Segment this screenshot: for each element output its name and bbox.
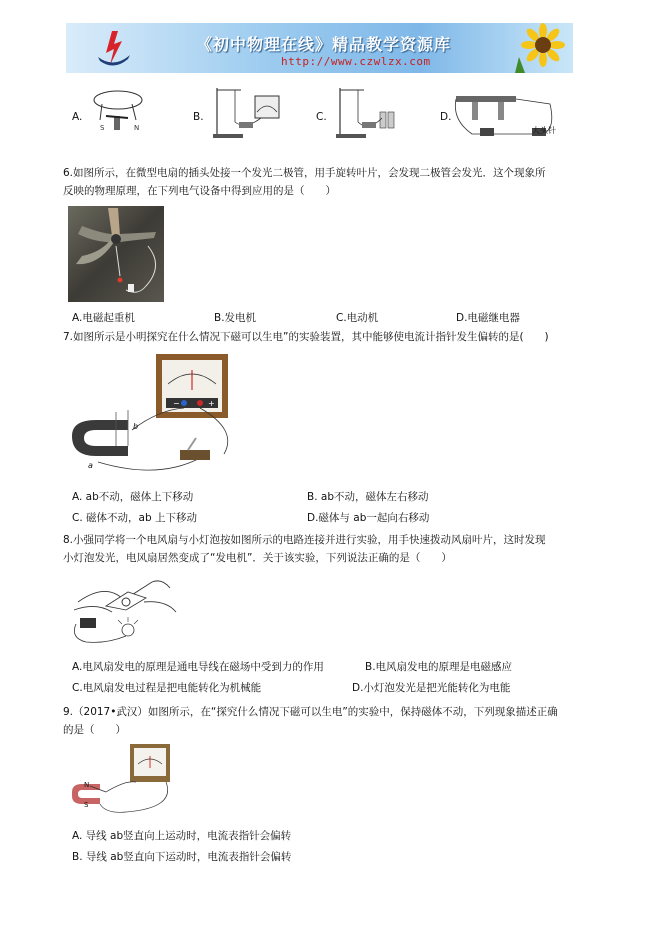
q6-option-b: B.发电机 (214, 312, 257, 324)
q6-stem-line1: 6.如图所示，在微型电扇的插头处接一个发光二极管，用手旋转叶片，会发现二极管会发光．这个现象所 (63, 167, 546, 179)
q7-fig-label-a: a (88, 461, 93, 470)
q5-figure-c (328, 82, 408, 140)
q5-option-b-label: B. (193, 111, 204, 123)
q6-fan-photo (68, 206, 164, 302)
header-banner (66, 23, 573, 73)
q9-stem-line1: 9.（2017•武汉）如图所示，在“探究什么情况下磁可以生电”的实验中，保持磁体不动，下列现象描述正确 (63, 706, 558, 718)
q8-fan-bulb-figure (66, 572, 186, 652)
q8-option-b: B.电风扇发电的原理是电磁感应 (365, 661, 513, 673)
q7-galvanometer-figure (68, 350, 248, 480)
q7-fig-label-plus: + (208, 399, 215, 408)
banner-url[interactable]: http://www.czwlzx.com (281, 55, 431, 68)
q5-figure-b (205, 82, 285, 140)
q5-option-c-label: C. (316, 111, 327, 123)
q6-stem-line2: 反映的物理原理，在下列电气设备中得到应用的是（ ） (63, 185, 336, 197)
q5-figure-label: 大头针 (532, 126, 556, 135)
q9-option-a: A. 导线 ab竖直向上运动时，电流表指针会偏转 (72, 830, 292, 842)
q7-fig-label-minus: − (173, 399, 180, 408)
q8-option-d: D.小灯泡发光是把光能转化为电能 (352, 682, 511, 694)
q8-option-c: C.电风扇发电过程是把电能转化为机械能 (72, 682, 262, 694)
q7-option-d: D.磁体与 ab一起向右移动 (307, 512, 430, 524)
q8-option-a: A.电风扇发电的原理是通电导线在磁场中受到力的作用 (72, 661, 324, 673)
banner-title: 《初中物理在线》精品教学资源库 (196, 35, 452, 54)
q9-stem-line2: 的是（ ） (63, 724, 126, 736)
q7-option-a: A. ab不动，磁体上下移动 (72, 491, 194, 503)
svg-text:N: N (134, 124, 140, 132)
q7-option-c: C. 磁体不动，ab 上下移动 (72, 512, 197, 524)
q6-option-c: C.电动机 (336, 312, 379, 324)
q8-stem-line1: 8.小强同学将一个电风扇与小灯泡按如图所示的电路连接并进行实验，用手快速拨动风扇叶片，这时发现 (63, 534, 546, 546)
q7-option-b: B. ab不动，磁体左右移动 (307, 491, 429, 503)
q6-option-a: A.电磁起重机 (72, 312, 135, 324)
q8-stem-line2: 小灯泡发光，电风扇居然变成了“发电机”．关于该实验，下列说法正确的是（ ） (63, 552, 452, 564)
site-logo (96, 29, 132, 67)
q5-figure-a (88, 86, 158, 136)
q7-stem: 7.如图所示是小明探究在什么情况下磁可以生电”的实验装置，其中能够使电流计指针发生偏转的是( ) (63, 331, 549, 343)
q9-galvanometer-figure (66, 742, 176, 820)
q5-option-d-label: D. (440, 111, 452, 123)
sunflower-image (509, 23, 569, 73)
q6-option-d: D.电磁继电器 (456, 312, 520, 324)
q9-fig-label-n: N (84, 781, 90, 789)
svg-text:S: S (100, 124, 105, 132)
q7-fig-label-b: b (133, 422, 139, 431)
q5-option-a-label: A. (72, 111, 83, 123)
q9-option-b: B. 导线 ab竖直向下运动时，电流表指针会偏转 (72, 851, 292, 863)
q9-fig-label-s: S (84, 801, 89, 809)
